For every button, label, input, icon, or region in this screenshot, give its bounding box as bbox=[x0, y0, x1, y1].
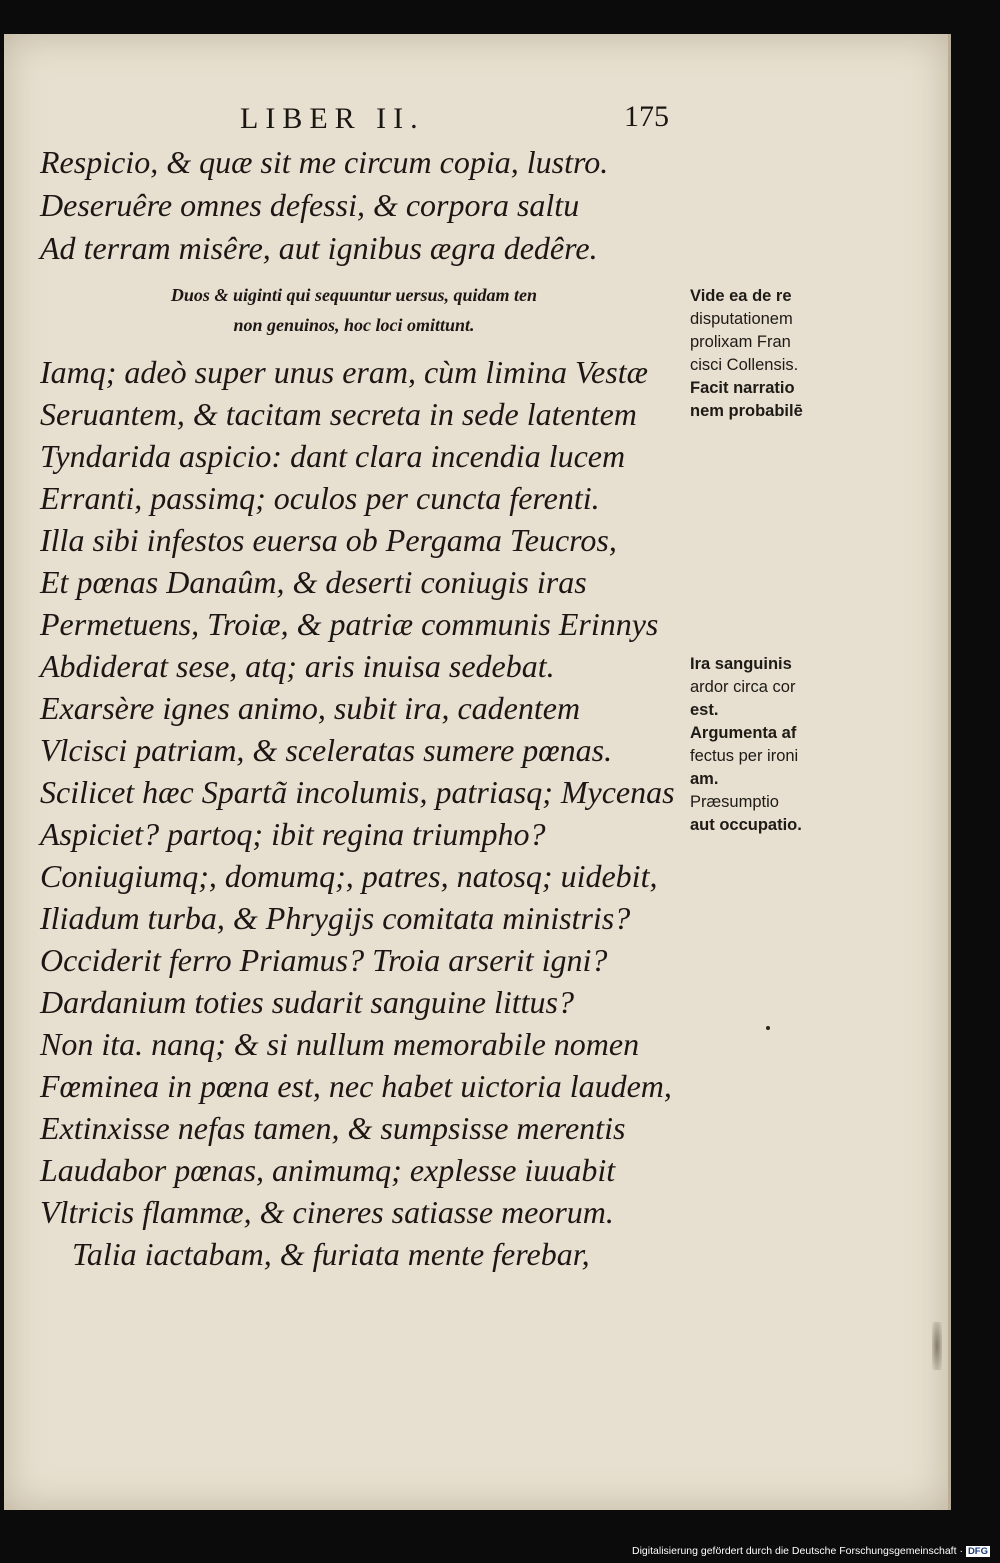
verse-line: Laudabor pœnas, animumq; explesse iuuabit bbox=[40, 1152, 616, 1188]
ink-dot bbox=[766, 1026, 770, 1030]
page-number: 175 bbox=[624, 100, 669, 133]
verse-line: Non ita. nanq; & si nullum memorabile nomen bbox=[40, 1026, 640, 1062]
verse-line: Exarsère ignes animo, subit ira, cadentem bbox=[40, 690, 581, 726]
verse-line: Talia iactabam, & furiata mente ferebar, bbox=[72, 1236, 590, 1272]
verse-line: Scilicet hæc Spartã incolumis, patriasq; Mycenas bbox=[40, 774, 675, 810]
margin-note-line: am. bbox=[690, 770, 719, 788]
verse-line: Respicio, & quæ sit me circum copia, lustro. bbox=[40, 144, 609, 180]
margin-note-line: est. bbox=[690, 701, 719, 719]
verse-line: Fœminea in pœna est, nec habet uictoria laudem, bbox=[40, 1068, 672, 1104]
margin-note-line: aut occupatio. bbox=[690, 816, 802, 834]
margin-note-line: ardor circa cor bbox=[690, 678, 796, 696]
credit-text: Digitalisierung gefördert durch die Deutsche Forschungsgemeinschaft · bbox=[632, 1545, 963, 1557]
verse-line: Vltricis flammæ, & cineres satiasse meorum. bbox=[40, 1194, 614, 1230]
digitization-credit bbox=[632, 1545, 990, 1557]
running-head: LIBER II. bbox=[240, 102, 425, 135]
margin-note-line: fectus per ironi bbox=[690, 747, 799, 765]
margin-note-line: nem probabilē bbox=[690, 402, 803, 420]
verse-line: Iliadum turba, & Phrygijs comitata ministris? bbox=[40, 900, 631, 936]
margin-note-line: disputationem bbox=[690, 310, 793, 328]
book-page bbox=[4, 34, 948, 1510]
verse-line: Tyndarida aspicio: dant clara incendia lucem bbox=[40, 438, 626, 474]
verse-line: Deseruêre omnes defessi, & corpora saltu bbox=[40, 187, 580, 223]
margin-note-line: Facit narratio bbox=[690, 379, 795, 397]
editorial-note-line: Duos & uiginti qui sequuntur uersus, quidam ten bbox=[170, 285, 538, 305]
margin-note-line: Vide ea de re bbox=[690, 287, 792, 305]
margin-note-line: Præsumptio bbox=[690, 793, 779, 811]
verse-line: Occiderit ferro Priamus? Troia arserit igni? bbox=[40, 942, 608, 978]
margin-note-line: Ira sanguinis bbox=[690, 655, 792, 673]
dfg-logo[interactable]: DFG bbox=[967, 1546, 988, 1557]
verse-line: Iamq; adeò super unus eram, cùm limina Vestæ bbox=[40, 354, 648, 390]
verse-line: Erranti, passimq; oculos per cuncta ferenti. bbox=[40, 480, 600, 516]
margin-note-line: prolixam Fran bbox=[690, 333, 791, 351]
verse-line: Aspiciet? partoq; ibit regina triumpho? bbox=[40, 816, 546, 852]
margin-note-line: cisci Collensis. bbox=[690, 356, 799, 374]
verse-line: Extinxisse nefas tamen, & sumpsisse merentis bbox=[40, 1110, 626, 1146]
editorial-note-line: non genuinos, hoc loci omittunt. bbox=[233, 315, 475, 335]
verse-line: Coniugiumq;, domumq;, patres, natosq; uidebit, bbox=[40, 858, 658, 894]
verse-line: Abdiderat sese, atq; aris inuisa sedebat. bbox=[40, 648, 555, 684]
verse-line: Et pœnas Danaûm, & deserti coniugis iras bbox=[40, 564, 587, 600]
margin-note-line: Argumenta af bbox=[690, 724, 797, 742]
page-edge bbox=[948, 34, 951, 1510]
ink-smudge bbox=[932, 1322, 942, 1370]
verse-line: Dardanium toties sudarit sanguine littus? bbox=[40, 984, 574, 1020]
verse-line: Permetuens, Troiæ, & patriæ communis Erinnys bbox=[40, 606, 659, 642]
verse-line: Ad terram misêre, aut ignibus ægra dedêre. bbox=[40, 230, 598, 266]
verse-line: Seruantem, & tacitam secreta in sede latentem bbox=[40, 396, 637, 432]
verse-line: Illa sibi infestos euersa ob Pergama Teucros, bbox=[40, 522, 617, 558]
verse-line: Vlcisci patriam, & sceleratas sumere pœnas. bbox=[40, 732, 613, 768]
